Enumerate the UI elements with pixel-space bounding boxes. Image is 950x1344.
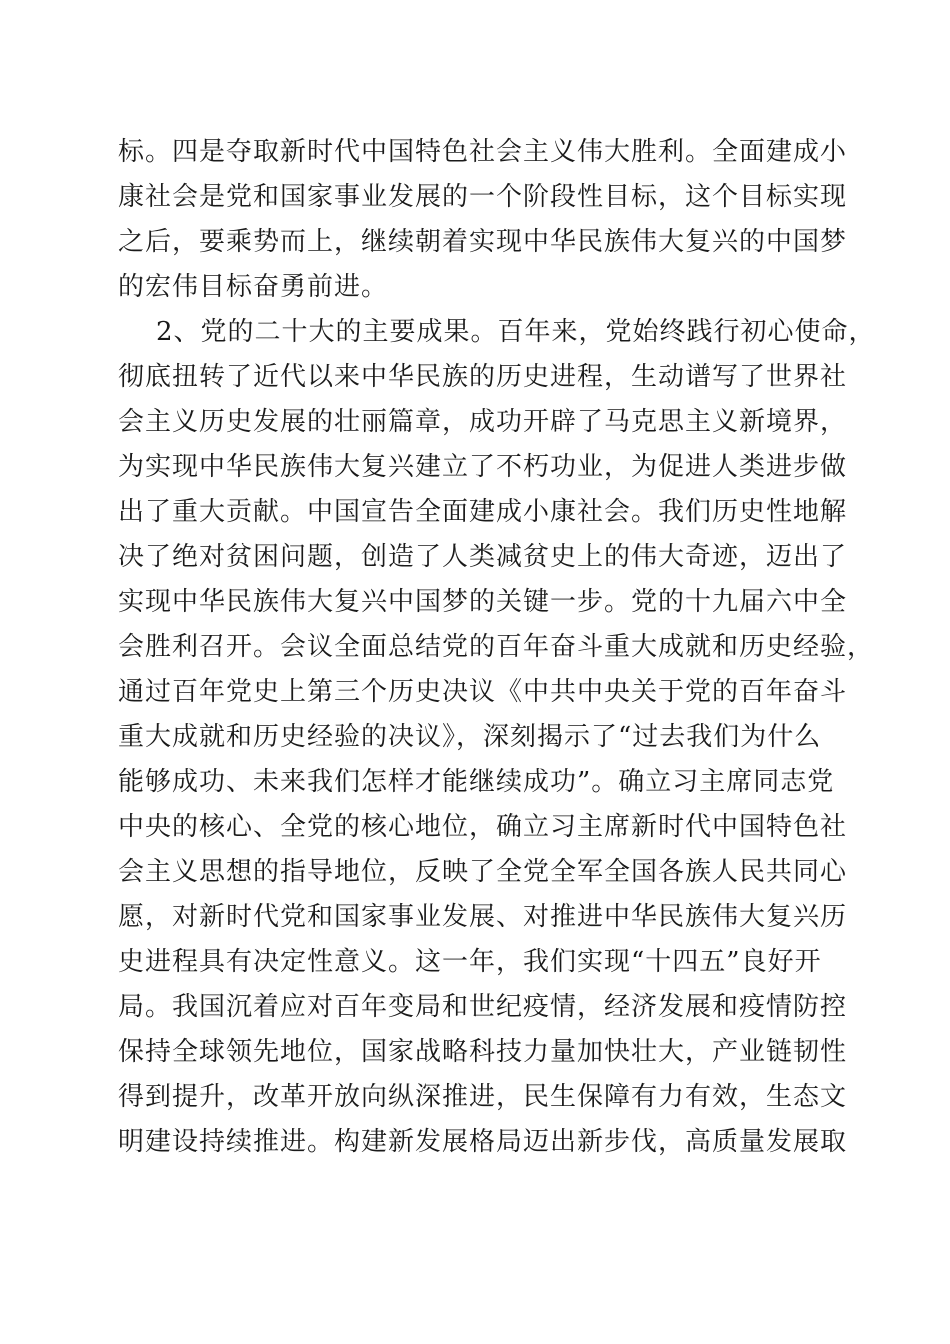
text-line: 决了绝对贫困问题，创造了人类减贫史上的伟大奇迹，迈出了 bbox=[118, 542, 848, 572]
text-line: 得到提升，改革开放向纵深推进，民生保障有力有效，生态文 bbox=[118, 1082, 848, 1112]
paragraph-1 bbox=[118, 130, 848, 310]
text-line: 的宏伟目标奋勇前进。 bbox=[118, 272, 389, 302]
text-line: 彻底扭转了近代以来中华民族的历史进程，生动谱写了世界社 bbox=[118, 362, 848, 392]
text-line: 2、党的二十大的主要成果。百年来，党始终践行初心使命， bbox=[156, 317, 876, 347]
text-line: 会主义历史发展的壮丽篇章，成功开辟了马克思主义新境界， bbox=[118, 407, 848, 437]
text-line: 局。我国沉着应对百年变局和世纪疫情，经济发展和疫情防控 bbox=[118, 992, 848, 1022]
text-line: 之后，要乘势而上，继续朝着实现中华民族伟大复兴的中国梦 bbox=[118, 227, 848, 257]
text-line: 史进程具有决定性意义。这一年，我们实现“十四五”良好开 bbox=[118, 947, 822, 977]
text-line: 能够成功、未来我们怎样才能继续成功”。确立习主席同志党 bbox=[118, 767, 835, 797]
text-line: 会胜利召开。会议全面总结党的百年奋斗重大成就和历史经验， bbox=[118, 632, 875, 662]
text-line: 出了重大贡献。中国宣告全面建成小康社会。我们历史性地解 bbox=[118, 497, 848, 527]
text-line: 实现中华民族伟大复兴中国梦的关键一步。党的十九届六中全 bbox=[118, 587, 848, 617]
text-line: 中央的核心、全党的核心地位，确立习主席新时代中国特色社 bbox=[118, 812, 848, 842]
text-line: 为实现中华民族伟大复兴建立了不朽功业，为促进人类进步做 bbox=[118, 452, 848, 482]
text-line: 重大成就和历史经验的决议》，深刻揭示了“过去我们为什么 bbox=[118, 722, 822, 752]
text-line: 保持全球领先地位，国家战略科技力量加快壮大，产业链韧性 bbox=[118, 1037, 848, 1067]
text-line: 通过百年党史上第三个历史决议《中共中央关于党的百年奋斗 bbox=[118, 677, 848, 707]
text-line: 愿，对新时代党和国家事业发展、对推进中华民族伟大复兴历 bbox=[118, 902, 848, 932]
paragraph-2 bbox=[118, 310, 876, 1165]
text-line: 康社会是党和国家事业发展的一个阶段性目标，这个目标实现 bbox=[118, 182, 848, 212]
text-line: 明建设持续推进。构建新发展格局迈出新步伐，高质量发展取 bbox=[118, 1127, 848, 1157]
body-text bbox=[118, 130, 876, 1165]
text-line: 会主义思想的指导地位，反映了全党全军全国各族人民共同心 bbox=[118, 857, 848, 887]
text-line: 标。四是夺取新时代中国特色社会主义伟大胜利。全面建成小 bbox=[118, 137, 848, 167]
